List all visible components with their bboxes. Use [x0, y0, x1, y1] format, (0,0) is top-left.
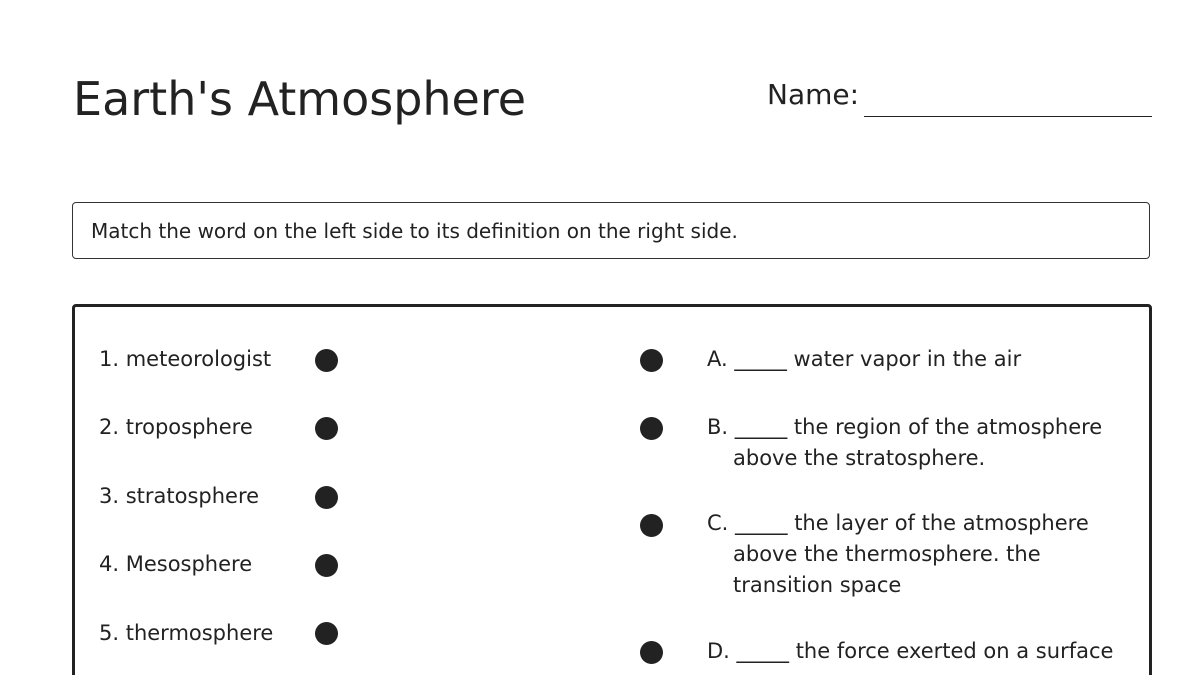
- term-4-dot[interactable]: [315, 554, 338, 577]
- definition-b: [707, 412, 1127, 474]
- term-1: 1. meteorologist: [99, 347, 272, 371]
- term-4: 4. Mesosphere: [99, 552, 253, 576]
- term-1-dot[interactable]: [315, 349, 338, 372]
- name-label: Name:: [767, 78, 860, 111]
- term-2-dot[interactable]: [315, 417, 338, 440]
- worksheet-title: Earth's Atmosphere: [73, 72, 527, 126]
- term-3: 3. stratosphere: [99, 484, 260, 508]
- definition-c-line-2: above the thermosphere. the: [733, 542, 1041, 566]
- definition-d: [707, 636, 1127, 667]
- definition-c-dot[interactable]: [640, 514, 663, 537]
- definition-b-line-2: above the stratosphere.: [733, 446, 986, 470]
- term-5-dot[interactable]: [315, 622, 338, 645]
- definition-b-line-1: B. _____ the region of the atmosphere: [707, 415, 1103, 439]
- definition-d-dot[interactable]: [640, 641, 663, 664]
- name-blank-line: [864, 116, 1152, 117]
- instructions-text: Match the word on the left side to its definition on the right side.: [91, 219, 738, 243]
- definition-c-line-3: transition space: [733, 573, 902, 597]
- definition-d-line-1: D. _____ the force exerted on a surface: [707, 639, 1114, 663]
- instructions-box: [72, 202, 1150, 259]
- term-2: 2. troposphere: [99, 415, 253, 439]
- definition-c: [707, 508, 1127, 601]
- definition-c-line-1: C. _____ the layer of the atmosphere: [707, 511, 1089, 535]
- term-5: 5. thermosphere: [99, 621, 274, 645]
- definition-b-dot[interactable]: [640, 417, 663, 440]
- definition-a: [707, 344, 1127, 375]
- term-3-dot[interactable]: [315, 486, 338, 509]
- definition-a-line-1: A. _____ water vapor in the air: [707, 347, 1022, 371]
- name-field: [767, 78, 1152, 118]
- definition-a-dot[interactable]: [640, 349, 663, 372]
